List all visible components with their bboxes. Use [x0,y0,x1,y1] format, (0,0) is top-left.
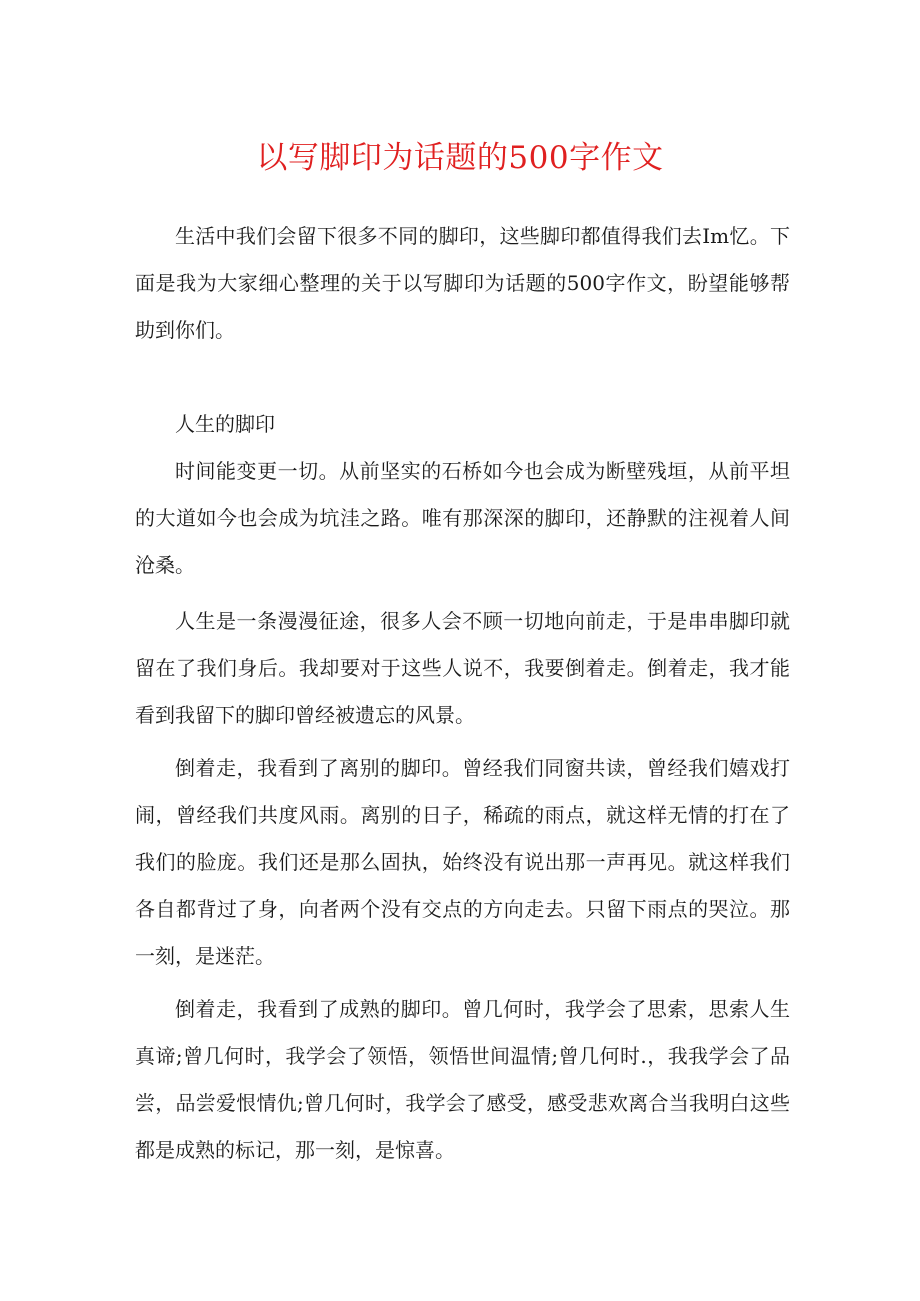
section-heading: 人生的脚印 [175,412,275,436]
body-paragraph: 倒着走，我看到了离别的脚印。曾经我们同窗共读，曾经我们嬉戏打闹，曾经我们共度风雨。离别的日子，稀疏的雨点，就这样无情的打在了我们的脸庞。我们还是那么固执，始终没有说出那一声再见。就这样我们各自都背过了身，向者两个没有交点的方向走去。只留下雨点的哭泣。那一刻，是迷茫。 [135,756,790,968]
intro-paragraph: 生活中我们会留下很多不同的脚印，这些脚印都值得我们去Im忆。下面是我为大家细心整理的关于以写脚印为话题的500字作文，盼望能够帮助到你们。 [135,224,790,342]
body-paragraph: 人生是一条漫漫征途，很多人会不顾一切地向前走，于是串串脚印就留在了我们身后。我却要对于这些人说不，我要倒着走。倒着走，我才能看到我留下的脚印曾经被遗忘的风景。 [135,609,790,727]
body-paragraph: 倒着走，我看到了成熟的脚印。曾几何时，我学会了思索，思索人生真谛;曾几何时，我学会了领悟，领悟世间温情;曾几何时.，我我学会了品尝，品尝爱恨情仇;曾几何时，我学会了感受，感受悲欢离合当我明白这些都是成熟的标记，那一刻，是惊喜。 [135,997,790,1162]
body-paragraph: 时间能变更一切。从前坚实的石桥如今也会成为断壁残垣，从前平坦的大道如今也会成为坑洼之路。唯有那深深的脚印，还静默的注视着人间沧桑。 [135,459,790,577]
document-title: 以写脚印为话题的500字作文 [256,140,664,176]
